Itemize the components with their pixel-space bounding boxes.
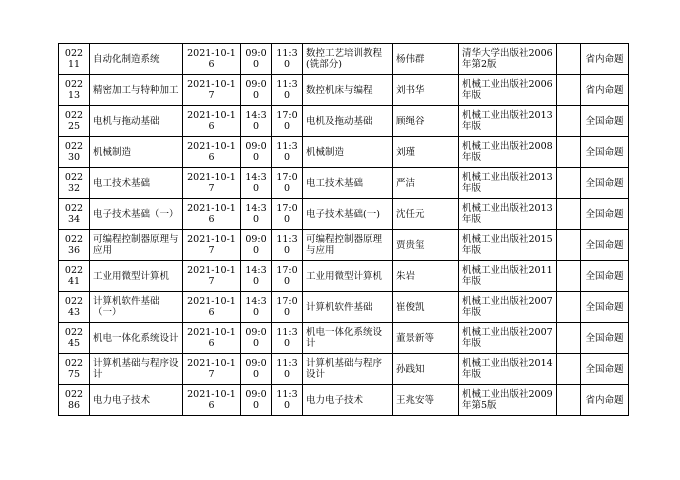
- end-time: 11:30: [272, 75, 303, 106]
- textbook-author: 刘瑾: [393, 137, 459, 168]
- table-row: [59, 385, 629, 416]
- exam-type: 全国命题: [581, 354, 629, 385]
- textbook-title: 计算机基础与程序设计: [303, 354, 393, 385]
- publisher-edition: 机械工业出版社2015年版: [459, 230, 557, 261]
- blank-cell: [557, 354, 581, 385]
- blank-cell: [557, 75, 581, 106]
- course-code: 02243: [59, 292, 90, 323]
- end-time: 11:30: [272, 44, 303, 75]
- exam-date: 2021-10-16: [183, 385, 241, 416]
- exam-type: 全国命题: [581, 199, 629, 230]
- course-name: 可编程控制器原理与应用: [90, 230, 183, 261]
- course-name: 自动化制造系统: [90, 44, 183, 75]
- course-name: 电机与拖动基础: [90, 106, 183, 137]
- course-code: 02225: [59, 106, 90, 137]
- course-code: 02230: [59, 137, 90, 168]
- publisher-edition: 机械工业出版社2009年第5版: [459, 385, 557, 416]
- start-time: 09:00: [241, 385, 272, 416]
- blank-cell: [557, 137, 581, 168]
- exam-type: 省内命题: [581, 385, 629, 416]
- textbook-title: 计算机软件基础: [303, 292, 393, 323]
- textbook-title: 电工技术基础: [303, 168, 393, 199]
- blank-cell: [557, 323, 581, 354]
- end-time: 11:30: [272, 230, 303, 261]
- start-time: 09:00: [241, 137, 272, 168]
- textbook-title: 机械制造: [303, 137, 393, 168]
- textbook-author: 刘书华: [393, 75, 459, 106]
- textbook-author: 杨伟群: [393, 44, 459, 75]
- textbook-title: 电机及拖动基础: [303, 106, 393, 137]
- textbook-author: 孙践知: [393, 354, 459, 385]
- exam-type: 全国命题: [581, 230, 629, 261]
- start-time: 14:30: [241, 168, 272, 199]
- textbook-title: 电子技术基础(一): [303, 199, 393, 230]
- exam-type: 全国命题: [581, 106, 629, 137]
- blank-cell: [557, 44, 581, 75]
- table-row: [59, 106, 629, 137]
- course-code: 02234: [59, 199, 90, 230]
- course-name: 机电一体化系统设计: [90, 323, 183, 354]
- course-code: 02211: [59, 44, 90, 75]
- table-row: [59, 261, 629, 292]
- blank-cell: [557, 106, 581, 137]
- textbook-author: 沈任元: [393, 199, 459, 230]
- start-time: 14:30: [241, 199, 272, 230]
- publisher-edition: 机械工业出版社2011年版: [459, 261, 557, 292]
- textbook-author: 董景新等: [393, 323, 459, 354]
- textbook-author: 顾绳谷: [393, 106, 459, 137]
- blank-cell: [557, 199, 581, 230]
- exam-date: 2021-10-16: [183, 292, 241, 323]
- exam-date: 2021-10-16: [183, 137, 241, 168]
- course-name: 电力电子技术: [90, 385, 183, 416]
- exam-type: 全国命题: [581, 261, 629, 292]
- table-row: [59, 137, 629, 168]
- textbook-author: 王兆安等: [393, 385, 459, 416]
- course-name: 精密加工与特种加工: [90, 75, 183, 106]
- table-row: [59, 230, 629, 261]
- course-code: 02241: [59, 261, 90, 292]
- publisher-edition: 机械工业出版社2013年版: [459, 199, 557, 230]
- start-time: 09:00: [241, 354, 272, 385]
- textbook-title: 工业用微型计算机: [303, 261, 393, 292]
- exam-date: 2021-10-17: [183, 75, 241, 106]
- course-code: 02275: [59, 354, 90, 385]
- end-time: 17:00: [272, 261, 303, 292]
- start-time: 09:00: [241, 323, 272, 354]
- textbook-title: 数控工艺培训教程(铣部分): [303, 44, 393, 75]
- textbook-title: 可编程控制器原理与应用: [303, 230, 393, 261]
- course-code: 02245: [59, 323, 90, 354]
- textbook-title: 机电一体化系统设计: [303, 323, 393, 354]
- blank-cell: [557, 261, 581, 292]
- exam-date: 2021-10-17: [183, 230, 241, 261]
- textbook-author: 崔俊凯: [393, 292, 459, 323]
- publisher-edition: 机械工业出版社2013年版: [459, 168, 557, 199]
- end-time: 17:00: [272, 199, 303, 230]
- course-name: 机械制造: [90, 137, 183, 168]
- publisher-edition: 机械工业出版社2008年版: [459, 137, 557, 168]
- course-name: 电子技术基础（一）: [90, 199, 183, 230]
- start-time: 14:30: [241, 261, 272, 292]
- exam-date: 2021-10-17: [183, 354, 241, 385]
- table-body: [59, 44, 629, 416]
- course-name: 计算机软件基础（一）: [90, 292, 183, 323]
- exam-type: 省内命题: [581, 75, 629, 106]
- start-time: 09:00: [241, 75, 272, 106]
- publisher-edition: 机械工业出版社2014年版: [459, 354, 557, 385]
- textbook-author: 朱岩: [393, 261, 459, 292]
- exam-type: 全国命题: [581, 323, 629, 354]
- blank-cell: [557, 230, 581, 261]
- exam-type: 全国命题: [581, 137, 629, 168]
- publisher-edition: 机械工业出版社2006年版: [459, 75, 557, 106]
- end-time: 11:30: [272, 137, 303, 168]
- textbook-author: 贾贵玺: [393, 230, 459, 261]
- course-code: 02236: [59, 230, 90, 261]
- table-row: [59, 75, 629, 106]
- textbook-author: 严洁: [393, 168, 459, 199]
- start-time: 09:00: [241, 230, 272, 261]
- course-name: 工业用微型计算机: [90, 261, 183, 292]
- textbook-title: 数控机床与编程: [303, 75, 393, 106]
- start-time: 09:00: [241, 44, 272, 75]
- exam-type: 省内命题: [581, 44, 629, 75]
- end-time: 11:30: [272, 323, 303, 354]
- start-time: 14:30: [241, 106, 272, 137]
- table-row: [59, 323, 629, 354]
- course-name: 电工技术基础: [90, 168, 183, 199]
- start-time: 14:30: [241, 292, 272, 323]
- end-time: 11:30: [272, 354, 303, 385]
- end-time: 17:00: [272, 106, 303, 137]
- exam-schedule-table: [58, 43, 629, 416]
- course-code: 02213: [59, 75, 90, 106]
- publisher-edition: 机械工业出版社2013年版: [459, 106, 557, 137]
- course-code: 02232: [59, 168, 90, 199]
- exam-type: 全国命题: [581, 292, 629, 323]
- exam-type: 全国命题: [581, 168, 629, 199]
- blank-cell: [557, 292, 581, 323]
- publisher-edition: 清华大学出版社2006年第2版: [459, 44, 557, 75]
- end-time: 11:30: [272, 385, 303, 416]
- end-time: 17:00: [272, 292, 303, 323]
- end-time: 17:00: [272, 168, 303, 199]
- exam-date: 2021-10-17: [183, 261, 241, 292]
- course-name: 计算机基础与程序设计: [90, 354, 183, 385]
- publisher-edition: 机械工业出版社2007年版: [459, 292, 557, 323]
- exam-date: 2021-10-16: [183, 199, 241, 230]
- exam-date: 2021-10-17: [183, 168, 241, 199]
- publisher-edition: 机械工业出版社2007年版: [459, 323, 557, 354]
- exam-date: 2021-10-16: [183, 44, 241, 75]
- exam-date: 2021-10-16: [183, 323, 241, 354]
- table-row: [59, 44, 629, 75]
- exam-date: 2021-10-16: [183, 106, 241, 137]
- table-row: [59, 168, 629, 199]
- blank-cell: [557, 168, 581, 199]
- textbook-title: 电力电子技术: [303, 385, 393, 416]
- table-row: [59, 354, 629, 385]
- blank-cell: [557, 385, 581, 416]
- course-code: 02286: [59, 385, 90, 416]
- table-row: [59, 199, 629, 230]
- table-row: [59, 292, 629, 323]
